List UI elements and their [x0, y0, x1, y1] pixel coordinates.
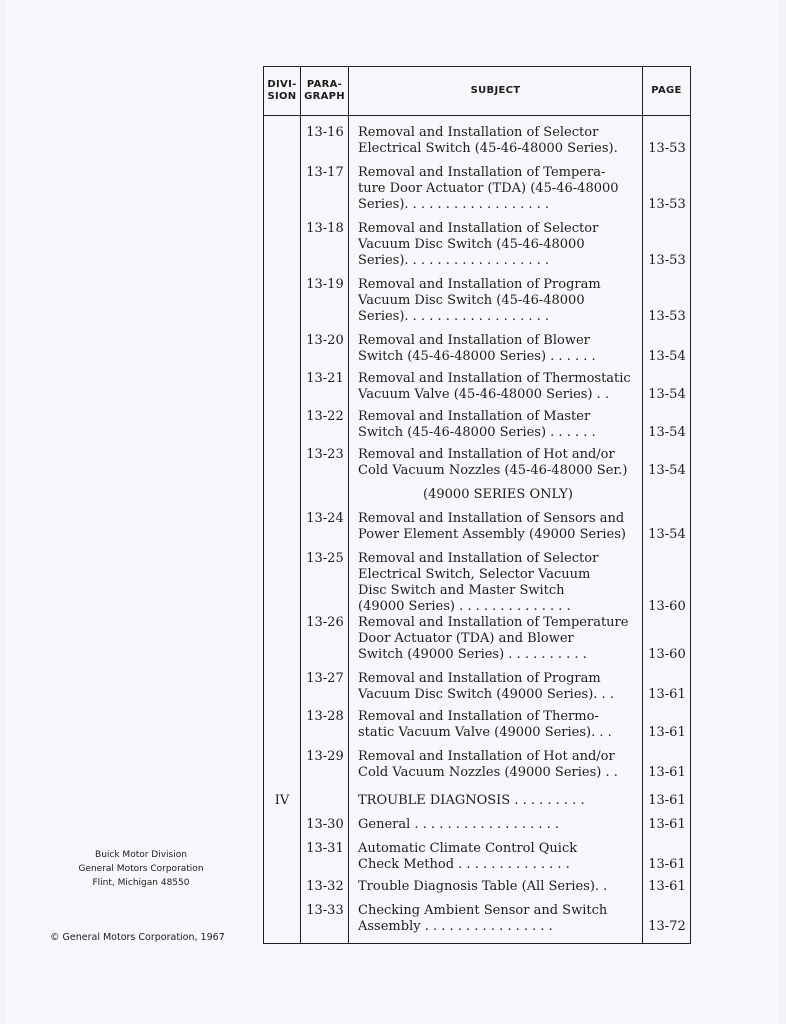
- page-number: 13-61: [648, 857, 686, 872]
- page-number: 13-61: [648, 687, 686, 702]
- subject-line: Switch (49000 Series) . . . . . . . . . .: [358, 647, 587, 662]
- subject-line: Switch (45-46-48000 Series) . . . . . .: [358, 425, 596, 440]
- page-number: 13-61: [648, 793, 686, 808]
- subject-line: (49000 Series) . . . . . . . . . . . . . .: [358, 599, 571, 614]
- subject-line: Power Element Assembly (49000 Series): [358, 527, 626, 542]
- table-of-contents: [263, 66, 691, 944]
- entry-subject: [358, 551, 638, 615]
- subject-line: Removal and Installation of Tempera-: [358, 165, 606, 180]
- paragraph-number: 13-26: [306, 615, 344, 630]
- paragraph-number: 13-19: [306, 277, 344, 292]
- page-number: 13-54: [648, 463, 686, 478]
- subject-line: Electrical Switch (45-46-48000 Series).: [358, 141, 618, 156]
- subject-line: Removal and Installation of Temperature: [358, 615, 629, 630]
- subject-line: Checking Ambient Sensor and Switch: [358, 903, 608, 918]
- header-rule: [264, 115, 690, 116]
- entry-subject: [358, 447, 638, 479]
- page-number: 13-53: [648, 309, 686, 324]
- entry-subject: [358, 333, 638, 365]
- entry-subject: [358, 221, 638, 269]
- entry-subject: [358, 709, 638, 741]
- subject-line: General . . . . . . . . . . . . . . . . . .: [358, 817, 560, 832]
- paragraph-number: 13-18: [306, 221, 344, 236]
- subject-line: Vacuum Valve (45-46-48000 Series) . .: [358, 387, 610, 402]
- subject-line: Vacuum Disc Switch (45-46-48000: [358, 293, 585, 308]
- divider-line: [642, 67, 643, 943]
- page-number: 13-53: [648, 253, 686, 268]
- subject-line: Door Actuator (TDA) and Blower: [358, 631, 574, 646]
- page-number: 13-61: [648, 725, 686, 740]
- page-number: 13-53: [648, 141, 686, 156]
- entry-subject: [358, 165, 638, 213]
- paragraph-number: 13-24: [306, 511, 344, 526]
- page-number: 13-60: [648, 647, 686, 662]
- subject-line: Cold Vacuum Nozzles (49000 Series) . .: [358, 765, 618, 780]
- subject-line: Removal and Installation of Thermostatic: [358, 371, 631, 386]
- paragraph-number: 13-29: [306, 749, 344, 764]
- section-note-text: (49000 SERIES ONLY): [423, 487, 573, 502]
- paragraph-number: 13-32: [306, 879, 344, 894]
- entry-subject: [358, 277, 638, 325]
- header-subject: SUBJECT: [470, 85, 521, 96]
- subject-line: Removal and Installation of Hot and/or: [358, 447, 615, 462]
- document-page: [6, 0, 778, 1024]
- subject-line: Removal and Installation of Sensors and: [358, 511, 625, 526]
- page-number: 13-61: [648, 765, 686, 780]
- subject-line: Automatic Climate Control Quick: [358, 841, 578, 856]
- entry-subject: [358, 615, 638, 663]
- entry-subject: [358, 793, 638, 809]
- paragraph-number: 13-31: [306, 841, 344, 856]
- header-page: PAGE: [651, 85, 682, 96]
- paragraph-number: 13-17: [306, 165, 344, 180]
- subject-line: Removal and Installation of Program: [358, 671, 601, 686]
- subject-line: Vacuum Disc Switch (49000 Series). . .: [358, 687, 614, 702]
- subject-line: Cold Vacuum Nozzles (45-46-48000 Ser.): [358, 463, 628, 478]
- entry-subject: [358, 511, 638, 543]
- page-number: 13-72: [648, 919, 686, 934]
- paragraph-number: 13-23: [306, 447, 344, 462]
- paragraph-number: 13-25: [306, 551, 344, 566]
- subject-line: ture Door Actuator (TDA) (45-46-48000: [358, 181, 619, 196]
- subject-line: Removal and Installation of Master: [358, 409, 591, 424]
- header-division: DIVI- SION: [267, 79, 297, 102]
- entry-subject: [358, 671, 638, 703]
- subject-line: Switch (45-46-48000 Series) . . . . . .: [358, 349, 596, 364]
- paragraph-number: 13-22: [306, 409, 344, 424]
- page-number: 13-53: [648, 197, 686, 212]
- footer-line: Flint, Michigan 48550: [92, 878, 190, 888]
- paragraph-number: 13-16: [306, 125, 344, 140]
- subject-line: Removal and Installation of Thermo-: [358, 709, 599, 724]
- entry-subject: [358, 749, 638, 781]
- page-number: 13-54: [648, 387, 686, 402]
- entry-subject: [358, 817, 638, 833]
- subject-line: Series). . . . . . . . . . . . . . . . . .: [358, 197, 550, 212]
- subject-line: static Vacuum Valve (49000 Series). . .: [358, 725, 612, 740]
- page-number: 13-54: [648, 349, 686, 364]
- entry-subject: [358, 841, 638, 873]
- copyright-notice: © General Motors Corporation, 1967: [50, 932, 225, 943]
- subject-line: Series). . . . . . . . . . . . . . . . . .: [358, 253, 550, 268]
- page-number: 13-61: [648, 879, 686, 894]
- subject-line: Electrical Switch, Selector Vacuum: [358, 567, 591, 582]
- page-number: 13-54: [648, 425, 686, 440]
- paragraph-number: 13-33: [306, 903, 344, 918]
- paragraph-number: 13-20: [306, 333, 344, 348]
- entry-subject: [358, 903, 638, 935]
- entry-subject: [358, 371, 638, 403]
- entry-subject: [358, 879, 638, 895]
- paragraph-number: 13-27: [306, 671, 344, 686]
- subject-line: Removal and Installation of Selector: [358, 125, 599, 140]
- page-number: 13-61: [648, 817, 686, 832]
- paragraph-number: 13-21: [306, 371, 344, 386]
- subject-line: Removal and Installation of Selector: [358, 221, 599, 236]
- subject-line: Removal and Installation of Hot and/or: [358, 749, 615, 764]
- footer-line: Buick Motor Division: [95, 850, 187, 860]
- subject-line: Disc Switch and Master Switch: [358, 583, 565, 598]
- subject-line: Removal and Installation of Blower: [358, 333, 590, 348]
- header-paragraph: PARA- GRAPH: [304, 79, 345, 102]
- subject-line: Check Method . . . . . . . . . . . . . .: [358, 857, 570, 872]
- subject-line: Series). . . . . . . . . . . . . . . . . .: [358, 309, 550, 324]
- page-number: 13-54: [648, 527, 686, 542]
- subject-line: Assembly . . . . . . . . . . . . . . . .: [358, 919, 553, 934]
- paragraph-number: 13-30: [306, 817, 344, 832]
- entry-subject: [358, 409, 638, 441]
- entry-subject: [358, 125, 638, 157]
- divider-line: [300, 67, 301, 943]
- page-number: 13-60: [648, 599, 686, 614]
- subject-line: TROUBLE DIAGNOSIS . . . . . . . . .: [358, 793, 585, 808]
- division-number: IV: [274, 793, 290, 808]
- divider-line: [348, 67, 349, 943]
- subject-line: Trouble Diagnosis Table (All Series). .: [358, 879, 608, 894]
- subject-line: Removal and Installation of Selector: [358, 551, 599, 566]
- publisher-info: [66, 848, 216, 890]
- subject-line: Removal and Installation of Program: [358, 277, 601, 292]
- footer-line: General Motors Corporation: [78, 864, 204, 874]
- subject-line: Vacuum Disc Switch (45-46-48000: [358, 237, 585, 252]
- paragraph-number: 13-28: [306, 709, 344, 724]
